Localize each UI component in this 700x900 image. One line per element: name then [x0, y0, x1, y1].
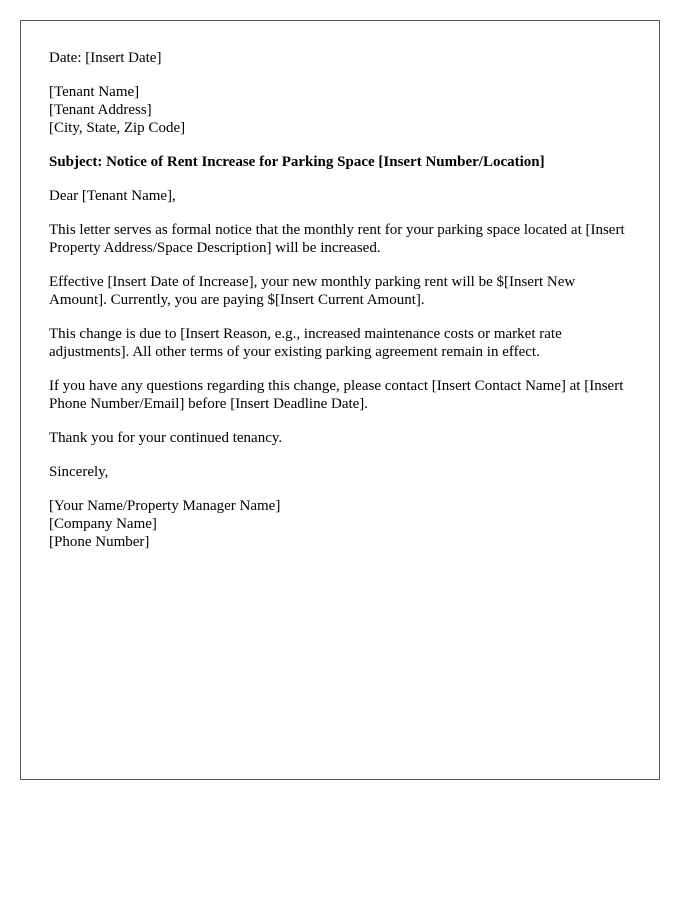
- body-paragraph-notice: This letter serves as formal notice that the monthly rent for your parking space located at [Insert Property Address/Space Description] will be increased.: [49, 222, 625, 256]
- date-line: Date: [Insert Date]: [49, 50, 162, 66]
- recipient-address: [Tenant Address]: [49, 102, 152, 118]
- signature-name: [Your Name/Property Manager Name]: [49, 498, 281, 514]
- closing: Sincerely,: [49, 464, 109, 480]
- body-paragraph-thanks: Thank you for your continued tenancy.: [49, 430, 283, 446]
- letter-page: [20, 20, 660, 780]
- signature-company: [Company Name]: [49, 516, 157, 532]
- recipient-block: [49, 83, 631, 137]
- recipient-city-state-zip: [City, State, Zip Code]: [49, 120, 186, 136]
- body-paragraph-reason: This change is due to [Insert Reason, e.g., increased maintenance costs or market rate adjustments]. All other terms of your existing parking agreement remain in effect.: [49, 326, 562, 360]
- signature-phone: [Phone Number]: [49, 534, 150, 550]
- recipient-name: [Tenant Name]: [49, 84, 140, 100]
- signature-block: [49, 497, 631, 551]
- body-paragraph-contact: If you have any questions regarding this change, please contact [Insert Contact Name] at [Insert Phone Number/Email] before [Insert Deadline Date].: [49, 378, 624, 412]
- subject-line: Subject: Notice of Rent Increase for Parking Space [Insert Number/Location]: [49, 154, 545, 170]
- salutation: Dear [Tenant Name],: [49, 188, 176, 204]
- body-paragraph-amounts: Effective [Insert Date of Increase], your new monthly parking rent will be $[Insert New Amount]. Currently, you are paying $[Insert Current Amount].: [49, 274, 576, 308]
